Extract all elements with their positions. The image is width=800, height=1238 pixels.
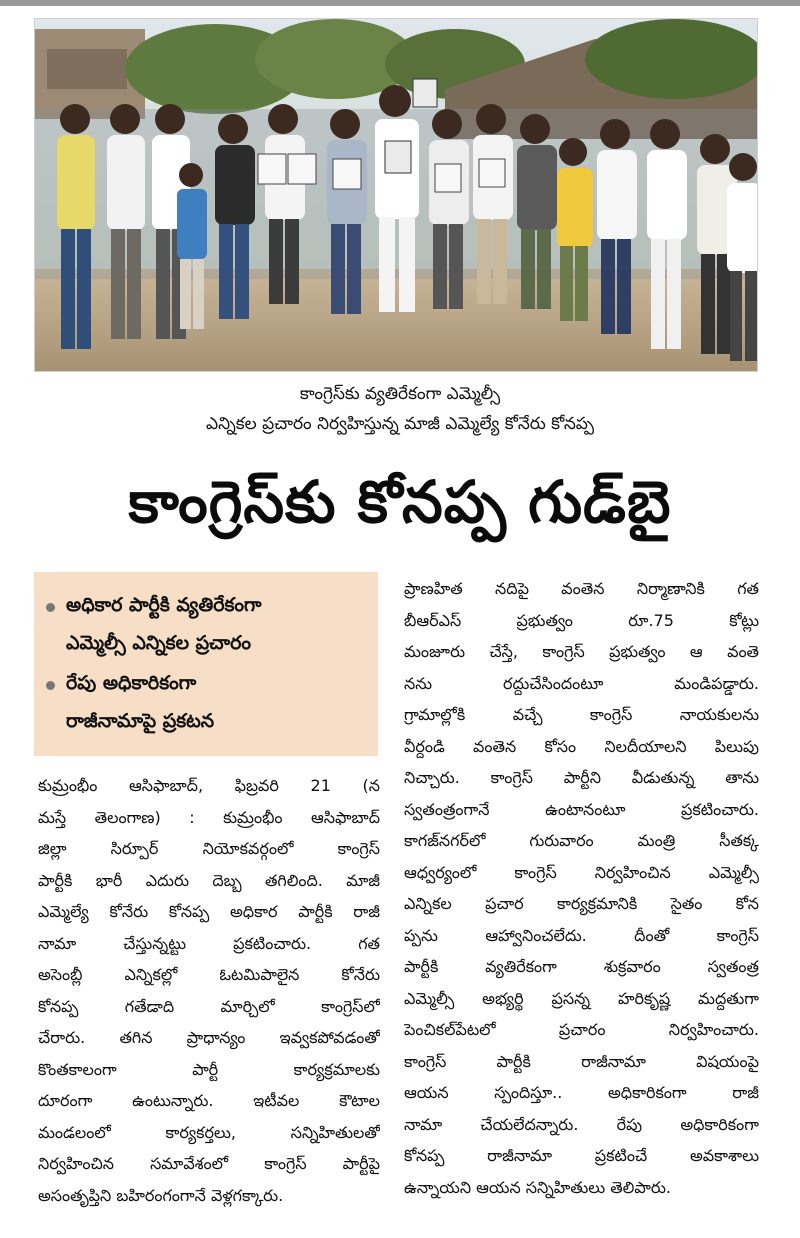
photo-caption-line-2: ఎన్నికల ప్రచారం నిర్వహిస్తున్న మాజీ ఎమ్మెల్యే కోనేరు కోనప్ప — [205, 414, 594, 434]
photo-caption-line-1: కాంగ్రెస్‌కు వ్యతిరేకంగా ఎమ్మెల్సీ — [299, 384, 501, 404]
article-line: కోనప్ప గతేడాది మార్చిలో కాంగ్రెస్‌లో — [38, 996, 380, 1016]
article-line: ఉన్నాయని ఆయన సన్నిహితులు తెలిపారు. — [404, 1177, 671, 1197]
article-line: అసంతృప్తిని బహిరంగంగానే వెళ్లగక్కారు. — [38, 1185, 284, 1205]
article-column-left — [38, 770, 380, 1211]
article-line: వీర్దండి వంతెన కోసం నిలదీయాలని పిలుపు — [404, 736, 759, 756]
article-line: ఎన్నికల ప్రచార కార్యక్రమానికి సైతం కోన — [404, 894, 759, 913]
headline: కాంగ్రెస్‌కు కోనప్ప గుడ్‌బై — [128, 468, 672, 536]
article-line: మస్తే తెలంగాణ) : కుమ్రంభీం ఆసిఫాబాద్‌ — [38, 807, 380, 827]
article-line: కొంతకాలంగా పార్టీ కార్యక్రమాలకు — [38, 1059, 380, 1079]
article-line: మండలంలో కార్యకర్తలు, సన్నిహితులతో — [38, 1122, 380, 1142]
article-line: బీఆర్‌ఎస్‌ ప్రభుత్వం రూ.75 కోట్లు — [404, 610, 759, 630]
article-line: దూరంగా ఉంటున్నారు. ఇటీవల కౌటాల — [38, 1091, 380, 1110]
article-column-right — [404, 573, 759, 1203]
article-line: నామా చేస్తున్నట్టు ప్రకటించారు. గత — [38, 933, 380, 953]
highlights-box — [34, 572, 378, 756]
article-line: ఆయన స్పందిస్తూ.. అధికారికంగా రాజీ — [404, 1083, 759, 1102]
article-line: ఎమ్మెల్యే కోనేరు కోనప్ప అధికార పార్టీకి రాజీ — [38, 902, 380, 921]
article-line: స్వతంత్రంగానే ఉంటానంటూ ప్రకటించారు. — [404, 799, 759, 819]
article-line: పార్టీకి భారీ ఎదురు దెబ్బ తగిలింది. మాజీ — [38, 870, 380, 890]
article-line: జిల్లా సిర్పూర్‌ నియోకవర్గంలో కాంగ్రెస్‌ — [38, 839, 380, 858]
article-line: కుమ్రంభీం ఆసిఫాబాద్‌, ఫిబ్రవరి 21 (న — [38, 776, 380, 795]
highlight-line: రేపు అధికారికంగా — [66, 672, 197, 694]
article-line: ఆధ్వర్యంలో కాంగ్రెస్‌ నిర్వహించిన ఎమ్మెల్సీ — [404, 862, 759, 882]
bullet-icon — [46, 603, 55, 612]
article-line: కాగజ్‌నగర్‌లో గురువారం మంత్రి సీతక్క — [404, 831, 759, 850]
news-photo — [34, 18, 758, 372]
article-line: ప్రాణహిత నదిపై వంతెన నిర్మాణానికి గత — [404, 579, 759, 598]
highlight-line: రాజీనామాపై ప్రకటన — [66, 710, 215, 732]
news-photo-illustration — [35, 19, 757, 371]
article-line: అసెంబ్లీ ఎన్నికల్లో ఓటమిపాలైన కోనేరు — [38, 965, 380, 984]
article-line: గ్రామాల్లోకి వచ్చే కాంగ్రెస్‌ నాయకులను — [404, 705, 759, 724]
article-line: కోనప్ప రాజీనామా ప్రకటించే అవకాశాలు — [404, 1146, 759, 1165]
article-line: నను రద్దుచేసిందంటూ మండిపడ్డారు. — [404, 673, 759, 693]
article-line: నిర్వహించిన సమావేశంలో కాంగ్రెస్‌ పార్టీపై — [38, 1154, 380, 1173]
article-line: చేరారు. తగిన ప్రాధాన్యం ఇవ్వకపోవడంతో — [38, 1028, 380, 1047]
article-line: నిచ్చారు. కాంగ్రెస్‌ పార్టీని వీడుతున్న తాను — [404, 768, 759, 787]
highlight-line: అధికార పార్టీకి వ్యతిరేకంగా — [66, 594, 262, 616]
article-line: ప్పను ఆహ్వానించలేదు. దీంతో కాంగ్రెస్‌ — [404, 925, 759, 945]
article-line: పెంచికల్‌పేటలో ప్రచారం నిర్వహించారు. — [404, 1020, 759, 1039]
article-line: పార్టీకి వ్యతిరేకంగా శుక్రవారం స్వతంత్ర — [404, 957, 759, 976]
bullet-icon — [46, 681, 55, 690]
article-line: ఎమ్మెల్సీ అభ్యర్థి ప్రసన్న హరికృష్ణ మద్దతుగా — [404, 988, 759, 1008]
highlight-line: ఎమ్మెల్సీ ఎన్నికల ప్రచారం — [66, 632, 252, 654]
article-line: మంజూరు చేస్తే, కాంగ్రెస్‌ ప్రభుత్వం ఆ వంతె — [404, 642, 759, 661]
article-line: కాంగ్రెస్‌ పార్టీకి రాజీనామా విషయంపై — [404, 1051, 759, 1071]
article-line: నామా చేయలేదన్నారు. రేపు అధికారికంగా — [404, 1114, 759, 1134]
top-rule — [0, 0, 800, 6]
